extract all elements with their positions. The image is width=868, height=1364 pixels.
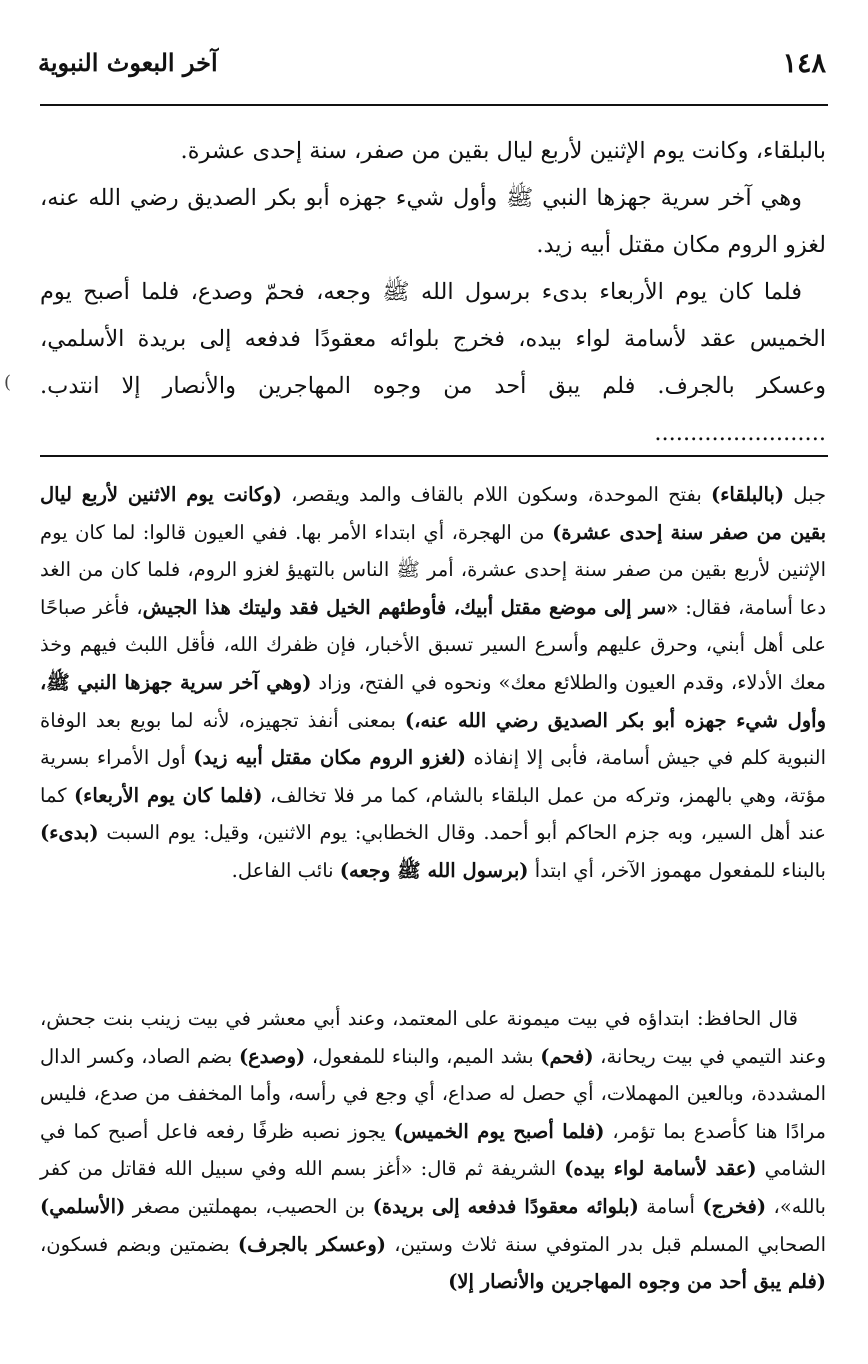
- quoted-matn: (فحم): [540, 1044, 594, 1068]
- running-title: آخر البعوث النبوية: [38, 48, 218, 77]
- commentary-text: بضمتين وبضم فسكون،: [40, 1232, 238, 1256]
- main-text: [40, 128, 826, 457]
- commentary-text: بالبناء للمفعول مهموز الآخر، أي ابتدأ: [528, 858, 826, 882]
- quoted-matn: (وصدع): [238, 1044, 306, 1068]
- margin-mark: ): [4, 372, 12, 393]
- quoted-matn: (لغزو الروم مكان مقتل أبيه زيد): [193, 746, 466, 770]
- header-rule: [40, 104, 828, 106]
- quoted-hadith: «سر إلى موضع مقتل أبيك، فأوطئهم الخيل فقد وليتك هذا الجيش: [142, 595, 679, 619]
- commentary-text: جبل: [784, 483, 827, 506]
- commentary-text: بفتح الموحدة، وسكون اللام بالقاف والمد ويقصر،: [281, 483, 712, 506]
- commentary-text: بمعنى أنفذ تجهيزه، لأنه لما بويع بعد الوفاة النبوية كلم في جيش أسامة، فأبى إلا إنفاذه: [40, 708, 827, 770]
- commentary-text: الشريفة ثم قال: «أغز بسم الله وفي سبيل الله فقاتل من كفر بالله»،: [40, 1157, 826, 1218]
- quoted-matn: (وعسكر بالجرف): [237, 1232, 387, 1256]
- commentary-text: قال الحافظ: ابتداؤه في بيت ميمونة على المعتمد، وعند أبي معشر في بيت زينب بنت جحش، وعند التيمي في بيت ريحانة،: [40, 1007, 826, 1068]
- quoted-matn: (عقد لأسامة لواء بيده): [564, 1157, 757, 1181]
- quoted-matn: (فخرج): [702, 1194, 767, 1218]
- commentary-paragraph-2: [40, 1000, 826, 1301]
- quoted-matn: (فلم يبق أحد من وجوه المهاجرين والأنصار إلا): [448, 1270, 826, 1294]
- page-number: ١٤٨: [782, 48, 826, 79]
- commentary-text: بن الحصيب، بمهملتين مصغر: [125, 1194, 373, 1218]
- quoted-matn: (وكانت يوم الاثنين لأربع ليال بقين من صفر سنة إحدى عشرة): [40, 483, 826, 544]
- commentary-text: ، فأغر صباحًا على أهل أبني، وحرق عليهم وأسرع السير تسبق الأخبار، فإن ظفرك الله، فأقل اللبث فيهم وخذ معك الأدلاء، وقدم العيون والطلائع معك» ونحوه في الفتح، وزاد: [40, 595, 826, 694]
- separator-rule: [40, 455, 828, 457]
- commentary-text: أسامة: [638, 1194, 703, 1218]
- ellipsis-dots: ........................: [654, 420, 826, 446]
- quoted-matn: (بلوائه معقودًا فدفعه إلى بريدة): [372, 1194, 639, 1218]
- quoted-matn: (الأسلمي): [40, 1194, 126, 1218]
- quoted-matn: (فلما أصبح يوم الخميس): [393, 1119, 605, 1143]
- commentary-paragraph-1: [40, 476, 826, 890]
- quoted-matn: (وهي آخر سرية جهزها النبي ﷺ، وأول شيء جهزه أبو بكر الصديق رضي الله عنه،): [40, 670, 826, 732]
- commentary-block-1: [40, 476, 826, 890]
- main-paragraph-3-text: فلما كان يوم الأربعاء بدىء برسول الله ﷺ وجعه، فحمّ وصدع، فلما أصبح يوم الخميس عقد لأسامة لواء بيده، فخرج بلوائه معقودًا فدفعه إلى بريدة الأسلمي، وعسكر بالجرف. فلم يبق أحد من وجوه المهاجرين والأنصار إلا انتدب.: [40, 279, 826, 399]
- quoted-matn: (برسول الله ﷺ وجعه): [339, 858, 529, 882]
- commentary-text: بشد الميم، والبناء للمفعول،: [305, 1044, 541, 1068]
- quoted-matn: (بدىء): [40, 821, 99, 845]
- main-paragraph-2: وهي آخر سرية جهزها النبي ﷺ وأول شيء جهزه أبو بكر الصديق رضي الله عنه، لغزو الروم مكان مقتل أبيه زيد.: [40, 185, 826, 258]
- page-header: [38, 48, 826, 100]
- quoted-matn: (فلما كان يوم الأربعاء): [73, 783, 263, 807]
- quoted-matn: (بالبلقاء): [711, 483, 785, 506]
- commentary-text: يجوز نصبه ظرفًا رفعه فاعل أصبح كما في الشامي: [40, 1119, 827, 1181]
- commentary-text: الصحابي المسلم قبل بدر المتوفي سنة ثلاث وستين،: [386, 1232, 826, 1256]
- main-paragraph-1: بالبلقاء، وكانت يوم الإثنين لأربع ليال بقين من صفر، سنة إحدى عشرة.: [180, 138, 826, 164]
- commentary-text: كما عند أهل السير، وبه جزم الحاكم أبو أحمد. وقال الخطابي: يوم الاثنين، وقيل: يوم السبت: [40, 783, 826, 845]
- main-paragraph-3: [40, 269, 826, 457]
- commentary-text: أول الأمراء بسرية مؤتة، وهي بالهمز، وتركه من عمل البلقاء بالشام، كما مر فلا تخالف،: [40, 746, 826, 807]
- commentary-text: بضم الصاد، وكسر الدال المشددة، وبالعين المهملات، أي حصل له صداع، أي وجع في رأسه، وأما المخفف من صدع، فليس مرادًا هنا كأصدع بما تؤمر،: [40, 1044, 826, 1143]
- commentary-block-2: [40, 1000, 826, 1301]
- commentary-text: نائب الفاعل.: [231, 858, 340, 882]
- commentary-text: من الهجرة، أي ابتداء الأمر بها. ففي العيون قالوا: لما كان يوم الإثنين لأربع بقين من صفر سنة إحدى عشرة، أمر ﷺ الناس بالتهيؤ لغزو الروم، فلما كان من الغد دعا أسامة، فقال:: [40, 520, 827, 619]
